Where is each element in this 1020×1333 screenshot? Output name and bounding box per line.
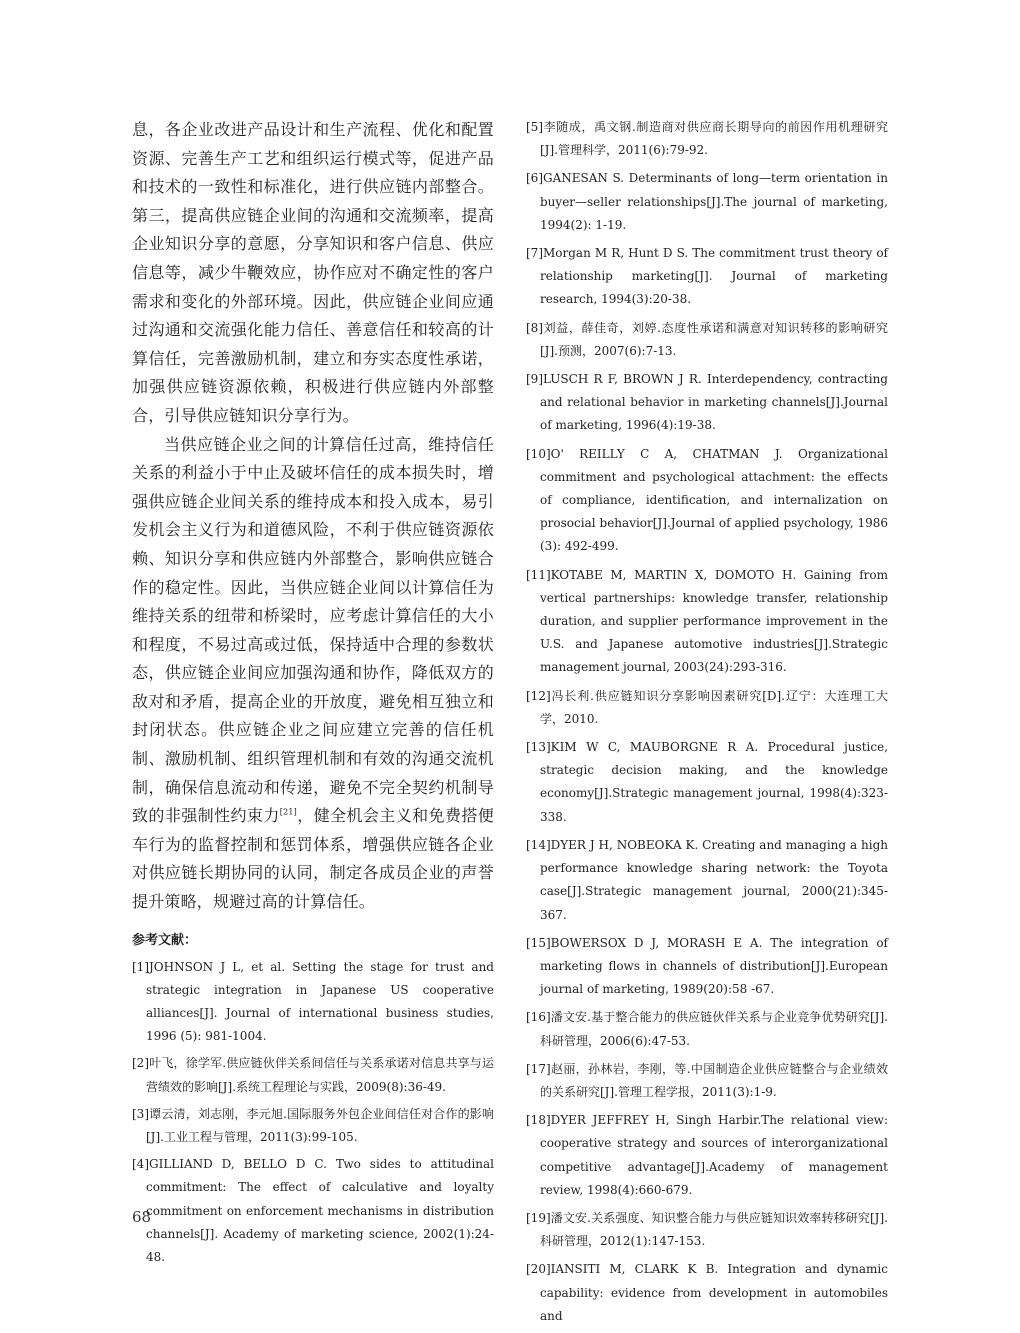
left-column	[132, 116, 494, 1273]
reference-item: [20]IANSITI M, CLARK K B. Integration and dynamic capability: evidence from development in automobiles and	[526, 1262, 888, 1323]
body-paragraph-2-text-end: ，健全机会主义和免费搭便车行为的监督控制和惩罚体系，增强供应链各企业对供应链长期协同的认同，制定各成员企业的声誉提升策略，规避过高的计算信任。	[132, 806, 494, 912]
reference-item: [14]DYER J H, NOBEOKA K. Creating and managing a high performance knowledge sharing network: the Toyota case[J].Strategic management journal, 2000(21):345-367.	[526, 837, 888, 922]
reference-item: [13]KIM W C, MAUBORGNE R A. Procedural justice, strategic decision making, and the knowledge economy[J].Strategic management journal, 1998(4):323-338.	[526, 740, 888, 824]
reference-item: [1]JOHNSON J L, et al. Setting the stage for trust and strategic integration in Japanese US cooperative alliances[J]. Journal of international business studies, 1996 (5): 981-1004.	[132, 959, 494, 1044]
right-column	[526, 116, 888, 1333]
references-heading: 参考文献：	[132, 932, 198, 948]
reference-item: [16]潘文安.基于整合能力的供应链伙伴关系与企业竞争优势研究[J].科研管理，2006(6):47-53.	[526, 1010, 888, 1048]
reference-item: [2]叶飞，徐学军.供应链伙伴关系间信任与关系承诺对信息共享与运营绩效的影响[J].系统工程理论与实践，2009(8):36-49.	[132, 1056, 494, 1094]
reference-item: [10]O' REILLY C A, CHATMAN J. Organizational commitment and psychological attachment: the effects of compliance, identification, and internalization on prosocial behavior[J].Journal of applied psychology, 1986 (3): 492-499.	[526, 446, 888, 554]
reference-item: [11]KOTABE M, MARTIN X, DOMOTO H. Gaining from vertical partnerships: knowledge transfer, relationship duration, and supplier performance improvement in the U.S. and Japanese automotive industries[J].Strategic management journal, 2003(24):293-316.	[526, 567, 888, 675]
reference-item: [9]LUSCH R F, BROWN J R. Interdependency, contracting and relational behavior in marketing channels[J].Journal of marketing, 1996(4):19-38.	[526, 372, 888, 433]
reference-item: [17]赵丽，孙林岩，李刚，等.中国制造企业供应链整合与企业绩效的关系研究[J].管理工程学报，2011(3):1-9.	[526, 1061, 888, 1099]
reference-item: [12]冯长利.供应链知识分享影响因素研究[D].辽宁：大连理工大学，2010.	[526, 688, 888, 726]
body-paragraph-1: 息，各企业改进产品设计和生产流程、优化和配置资源、完善生产工艺和组织运行模式等，促进产品和技术的一致性和标准化，进行供应链内部整合。第三，提高供应链企业间的沟通和交流频率，提高企业知识分享的意愿，分享知识和客户信息、供应信息等，减少牛鞭效应，协作应对不确定性的客户需求和变化的外部环境。因此，供应链企业间应通过沟通和交流强化能力信任、善意信任和较高的计算信任，完善激励机制，建立和夯实态度性承诺，加强供应链资源依赖，积极进行供应链内外部整合，引导供应链知识分享行为。	[132, 120, 494, 425]
page-number: 68	[132, 1208, 152, 1226]
reference-item: [3]谭云清，刘志刚，李元旭.国际服务外包企业间信任对合作的影响[J].工业工程与管理，2011(3):99-105.	[132, 1106, 494, 1145]
reference-item: [7]Morgan M R, Hunt D S. The commitment trust theory of relationship marketing[J]. Journal of marketing research, 1994(3):20-38.	[526, 246, 888, 307]
reference-item: [6]GANESAN S. Determinants of long—term orientation in buyer—seller relationships[J].The journal of marketing, 1994(2): 1-19.	[526, 171, 888, 232]
body-paragraph-2	[132, 431, 494, 917]
body-paragraph-2-text: 当供应链企业之间的计算信任过高，维持信任关系的利益小于中止及破坏信任的成本损失时，增强供应链企业间关系的维持成本和投入成本，易引发机会主义行为和道德风险，不利于供应链资源依赖、知识分享和供应链内外部整合，影响供应链合作的稳定性。因此，当供应链企业间以计算信任为维持关系的纽带和桥梁时，应考虑计算信任的大小和程度，不易过高或过低，保持适中合理的参数状态，供应链企业间应加强沟通和协作，降低双方的敌对和矛盾，提高企业的开放度，避免相互独立和封闭状态。供应链企业之间应建立完善的信任机制、激励机制、组织管理机制和有效的沟通交流机制，确保信息流动和传递，避免不完全契约机制导致的非强制性约束力	[132, 434, 494, 826]
reference-item: [5]李随成，禹文钢.制造商对供应商长期导向的前因作用机理研究[J].管理科学，2011(6):79-92.	[526, 120, 888, 158]
reference-item: [18]DYER JEFFREY H, Singh Harbir.The relational view: cooperative strategy and sources of interorganizational competitive advantage[J].Academy of management review, 1998(4):660-679.	[526, 1113, 888, 1197]
reference-item: [8]刘益，薛佳奇，刘婷.态度性承诺和满意对知识转移的影响研究[J].预测，2007(6):7-13.	[526, 320, 888, 358]
reference-item: [19]潘文安.关系强度、知识整合能力与供应链知识效率转移研究[J].科研管理，2012(1):147-153.	[526, 1210, 888, 1249]
reference-item: [4]GILLIAND D, BELLO D C. Two sides to attitudinal commitment: The effect of calculative and loyalty commitment on enforcement mechanisms in distribution channels[J]. Academy of marketing science, 2002(1):24-48.	[132, 1157, 494, 1265]
citation-superscript: [21]	[279, 807, 297, 817]
reference-item: [15]BOWERSOX D J, MORASH E A. The integration of marketing flows in channels of distribution[J].European journal of marketing, 1989(20):58 -67.	[526, 935, 888, 997]
